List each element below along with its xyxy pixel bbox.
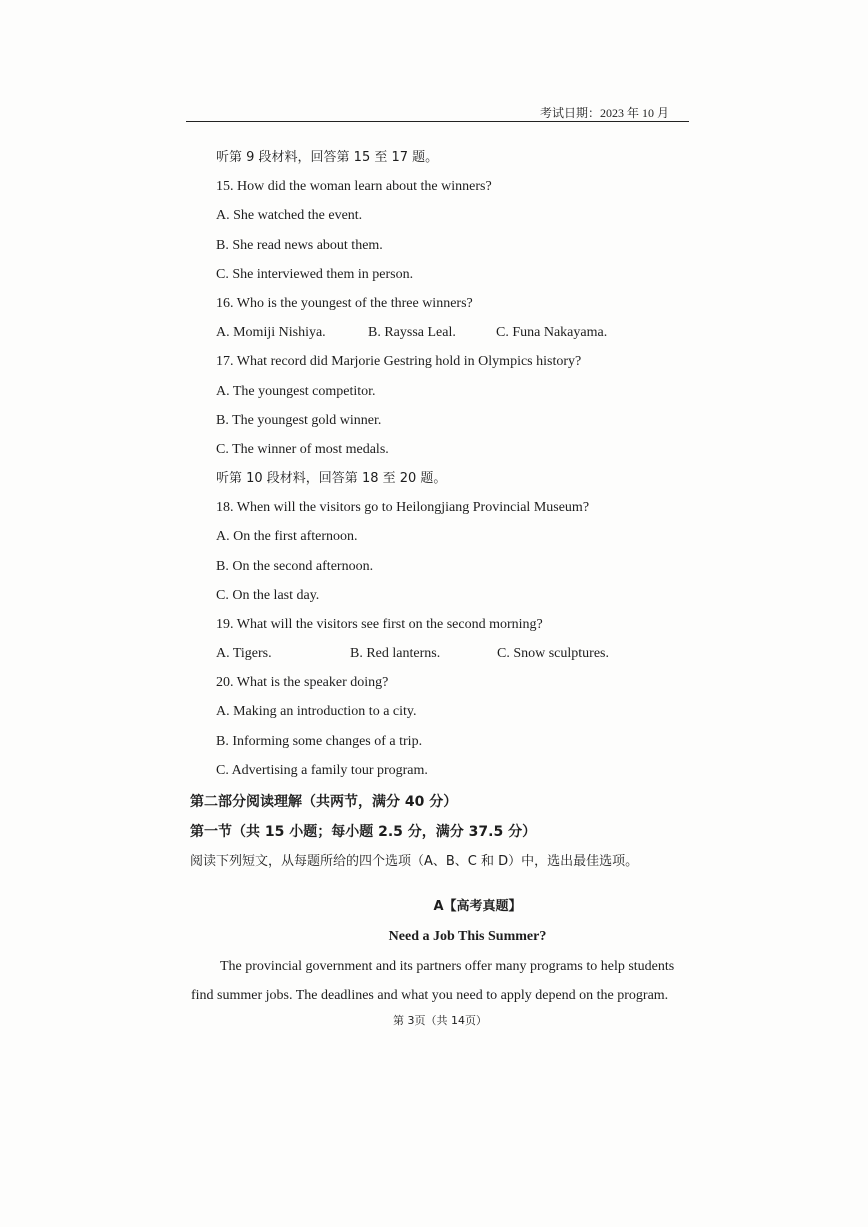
q18-option-a: A. On the first afternoon.	[216, 529, 358, 544]
q20-option-a: A. Making an introduction to a city.	[216, 704, 417, 719]
page-number: 第 3页（共 14页）	[393, 1014, 487, 1027]
q17-option-a: A. The youngest competitor.	[216, 384, 376, 399]
q15-option-b: B. She read news about them.	[216, 238, 383, 253]
header-divider	[186, 121, 689, 122]
reading-section-title: 第一节（共 15 小题；每小题 2.5 分，满分 37.5 分）	[190, 824, 537, 840]
q17-option-c: C. The winner of most medals.	[216, 442, 389, 457]
q16-option-a: A. Momiji Nishiya.	[216, 325, 326, 340]
passage-title: Need a Job This Summer?	[388, 929, 547, 944]
q15-stem: 15. How did the woman learn about the winners?	[216, 179, 492, 194]
q20-option-b: B. Informing some changes of a trip.	[216, 734, 423, 749]
passage-line-2: find summer jobs. The deadlines and what you need to apply depend on the program.	[191, 988, 669, 1003]
reading-part-title: 第二部分阅读理解（共两节，满分 40 分）	[190, 794, 458, 810]
q20-option-c: C. Advertising a family tour program.	[216, 763, 428, 778]
q18-option-c: C. On the last day.	[216, 588, 320, 603]
q18-option-b: B. On the second afternoon.	[216, 559, 374, 574]
exam-date: 考试日期：2023 年 10 月	[540, 106, 670, 120]
passage-label: A【高考真题】	[433, 899, 522, 914]
q19-stem: 19. What will the visitors see first on the second morning?	[216, 617, 543, 632]
q18-stem: 18. When will the visitors go to Heilongjiang Provincial Museum?	[216, 500, 590, 515]
passage-line-1: The provincial government and its partners offer many programs to help students	[220, 959, 675, 974]
section10-intro: 听第 10 段材料，回答第 18 至 20 题。	[216, 471, 447, 486]
q19-option-b: B. Red lanterns.	[350, 646, 441, 661]
q17-option-b: B. The youngest gold winner.	[216, 413, 382, 428]
q16-stem: 16. Who is the youngest of the three winners?	[216, 296, 473, 311]
q15-option-a: A. She watched the event.	[216, 208, 363, 223]
q19-option-c: C. Snow sculptures.	[497, 646, 609, 661]
q16-option-c: C. Funa Nakayama.	[496, 325, 608, 340]
q15-option-c: C. She interviewed them in person.	[216, 267, 414, 282]
q17-stem: 17. What record did Marjorie Gestring hold in Olympics history?	[216, 354, 582, 369]
q20-stem: 20. What is the speaker doing?	[216, 675, 389, 690]
q19-option-a: A. Tigers.	[216, 646, 272, 661]
section9-intro: 听第 9 段材料，回答第 15 至 17 题。	[216, 150, 439, 165]
reading-instructions: 阅读下列短文，从每题所给的四个选项（A、B、C 和 D）中，选出最佳选项。	[190, 854, 639, 869]
q16-option-b: B. Rayssa Leal.	[368, 325, 456, 340]
